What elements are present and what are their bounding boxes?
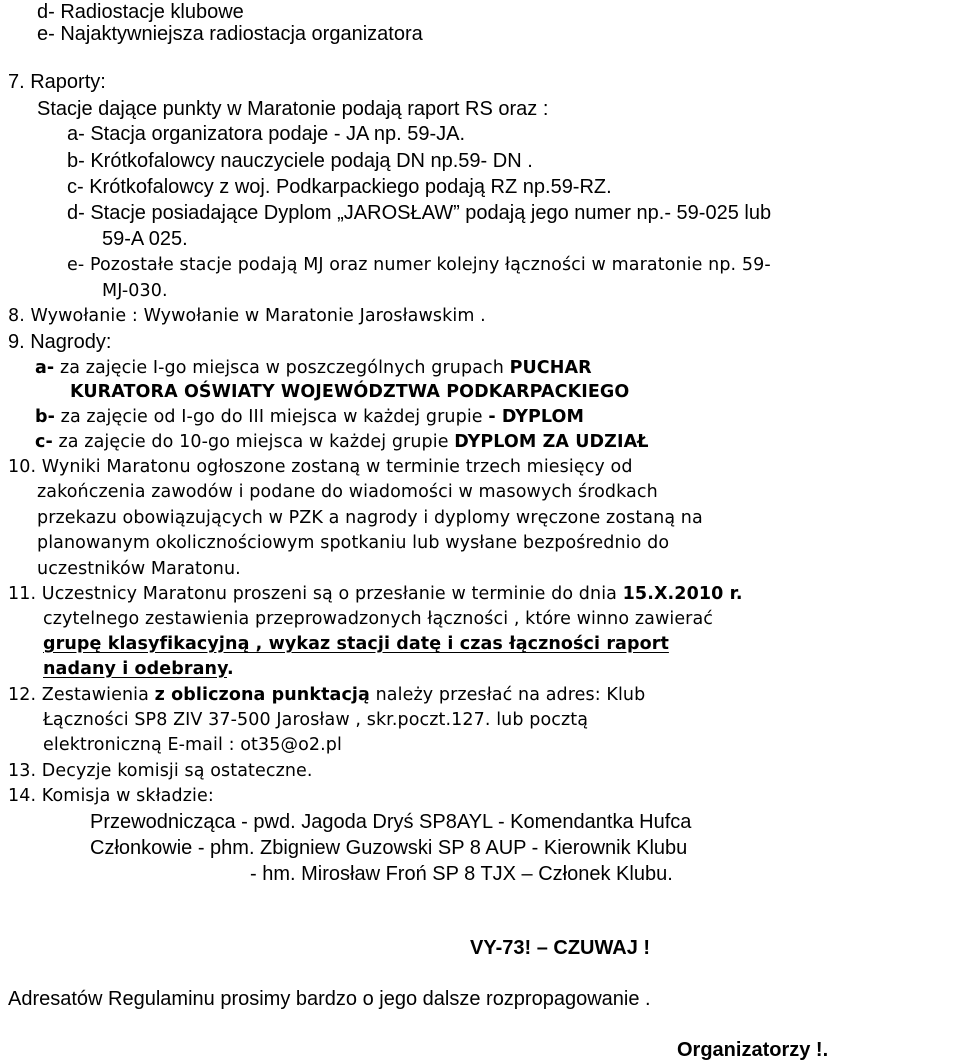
section-10-line: planowanym okolicznościowym spotkaniu lub wysłane bezpośrednio do (37, 533, 670, 553)
section-12-bold: z obliczona punktacją (154, 685, 370, 705)
section-10-line: zakończenia zawodów i podane do wiadomości w masowych środkach (37, 482, 658, 502)
prize-value: - DYPLOM (488, 407, 585, 427)
prize-value-continuation: KURATORA OŚWIATY WOJEWÓDZTWA PODKARPACKIEGO (70, 382, 630, 402)
emphasis-underlined: nadany i odebrany (43, 659, 227, 679)
deadline-date: 15.X.2010 r. (622, 584, 743, 604)
closing-greeting: VY-73! – CZUWAJ ! (470, 937, 651, 959)
section-11-text: 11. Uczestnicy Maratonu proszeni są o przesłanie w terminie do dnia (8, 584, 623, 604)
prize-text: za zajęcie od I-go do III miejsca w każdej grupie (55, 407, 489, 427)
prize-letter: b- (35, 407, 55, 427)
prize-text: za zajęcie I-go miejsca w poszczególnych grupach (54, 358, 510, 378)
section-10: 10. Wyniki Maratonu ogłoszone zostaną w terminie trzech miesięcy od (8, 457, 633, 477)
section-10-line: uczestników Maratonu. (37, 559, 241, 579)
section-13: 13. Decyzje komisji są ostateczne. (8, 761, 313, 781)
section-14: 14. Komisja w składzie: (8, 786, 214, 806)
list-item-e: e- Najaktywniejsza radiostacja organizatora (37, 23, 423, 45)
section-7-heading: 7. Raporty: (8, 71, 106, 93)
section-11-emphasis-end (43, 657, 234, 681)
committee-chair: Przewodnicząca - pwd. Jagoda Dryś SP8AYL - Komendantka Hufca (90, 811, 692, 833)
list-item-b: b- Krótkofalowcy nauczyciele podają DN np.59- DN . (67, 150, 533, 172)
prize-value: DYPLOM ZA UDZIAŁ (454, 432, 649, 452)
email-line: elektroniczną E-mail : ot35@o2.pl (43, 735, 342, 755)
list-item-e: e- Pozostałe stacje podają MJ oraz numer kolejny łączności w maratonie np. 59- (67, 255, 771, 275)
committee-member: - hm. Mirosław Froń SP 8 TJX – Członek Klubu. (250, 863, 673, 885)
list-item-c: c- Krótkofalowcy z woj. Podkarpackiego podają RZ np.59-RZ. (67, 176, 612, 198)
signature-organizers: Organizatorzy !. (677, 1039, 829, 1061)
section-12-text-end: należy przesłać na adres: Klub (369, 685, 646, 705)
list-item-d: d- Radiostacje klubowe (37, 1, 244, 23)
section-12-text: 12. Zestawienia (8, 685, 155, 705)
section-9-heading: 9. Nagrody: (8, 331, 112, 353)
section-8-heading: 8. Wywołanie : Wywołanie w Maratonie Jarosławskim . (8, 306, 486, 326)
list-item-continuation: 59-A 025. (102, 228, 188, 250)
prize-value: PUCHAR (509, 358, 592, 378)
section-11 (8, 582, 743, 606)
section-11-line: czytelnego zestawienia przeprowadzonych łączności , które winno zawierać (43, 609, 714, 629)
section-10-line: przekazu obowiązujących w PZK a nagrody i dyplomy wręczone zostaną na (37, 508, 703, 528)
closing-request: Adresatów Regulaminu prosimy bardzo o jego dalsze rozpropagowanie . (8, 988, 651, 1010)
section-11-emphasis: grupę klasyfikacyjną , wykaz stacji datę i czas łączności raport (43, 634, 669, 654)
prize-item-c (35, 430, 649, 454)
list-item-a: a- Stacja organizatora podaje - JA np. 59-JA. (67, 123, 466, 145)
emphasis-period: . (227, 659, 234, 679)
prize-letter: c- (35, 432, 53, 452)
section-12 (8, 683, 645, 707)
list-item-d: d- Stacje posiadające Dyplom „JAROSŁAW” podają jego numer np.- 59-025 lub (67, 202, 772, 224)
prize-text: za zajęcie do 10-go miejsca w każdej grupie (52, 432, 455, 452)
address-line: Łączności SP8 ZIV 37-500 Jarosław , skr.poczt.127. lub pocztą (43, 710, 589, 730)
committee-member: Członkowie - phm. Zbigniew Guzowski SP 8 AUP - Kierownik Klubu (90, 837, 688, 859)
prize-item-a (35, 356, 592, 380)
prize-item-b (35, 405, 584, 429)
prize-letter: a- (35, 358, 55, 378)
list-item-continuation: MJ-030. (102, 281, 168, 301)
paragraph: Stacje dające punkty w Maratonie podają raport RS oraz : (37, 98, 549, 120)
